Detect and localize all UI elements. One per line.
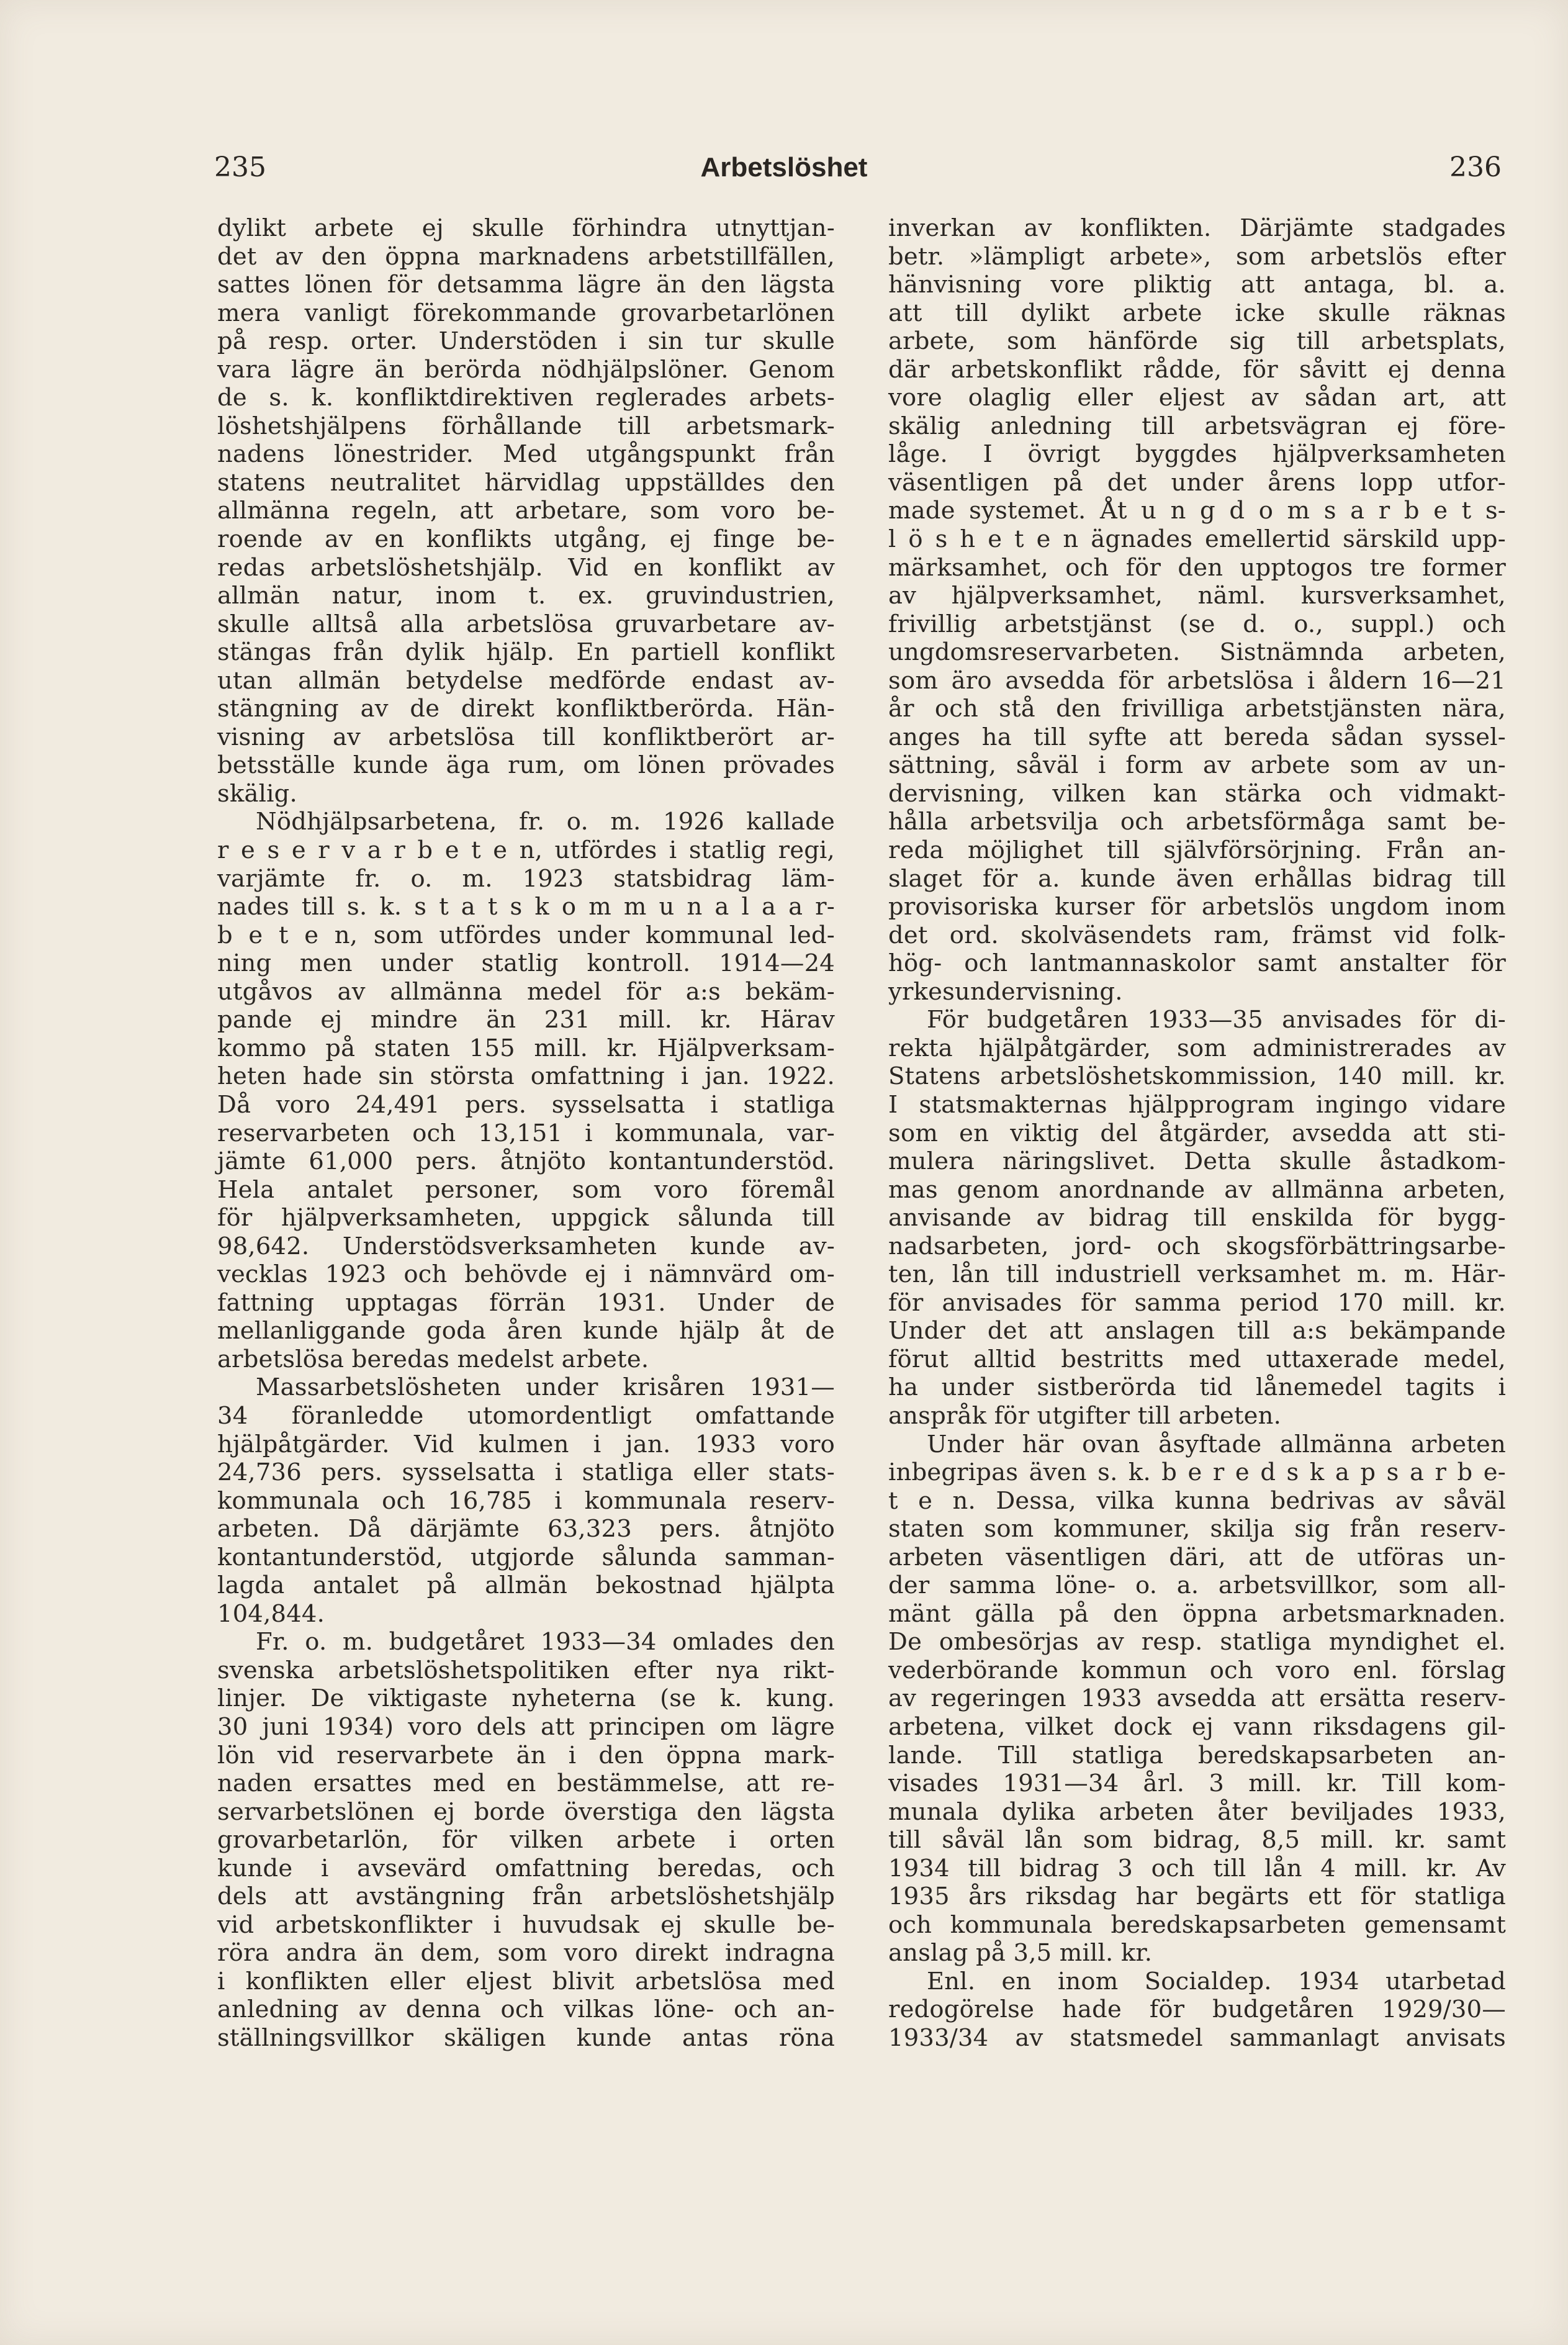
text-line: svenska arbetslöshetspolitiken efter nya rikt- <box>217 1656 835 1684</box>
text-line: mänt gälla på den öppna arbetsmarknaden. <box>888 1599 1506 1628</box>
text-line: väsentligen på det under årens lopp utfor- <box>888 468 1506 497</box>
text-line: 34 föranledde utomordentligt omfattande <box>217 1401 835 1430</box>
text-line: ning men under statlig kontroll. 1914—24 <box>217 949 835 978</box>
text-line: lön vid reservarbete än i den öppna mark- <box>217 1741 835 1769</box>
text-line: visning av arbetslösa till konfliktberört ar- <box>217 723 835 751</box>
text-line: arbete, som hänförde sig till arbetsplats, <box>888 327 1506 356</box>
text-line: inbegripas även s. k. b e r e d s k a p s a r b e- <box>888 1458 1506 1487</box>
text-line: I statsmakternas hjälpprogram ingingo vidare <box>888 1090 1506 1119</box>
text-line: hög- och lantmannaskolor samt anstalter för <box>888 949 1506 978</box>
text-line: ställningsvillkor skäligen kunde antas röna <box>217 2024 835 2052</box>
text-line: dels att avstängning från arbetslöshetshjälp <box>217 1882 835 1911</box>
text-line: rekta hjälpåtgärder, som administrerades av <box>888 1034 1506 1062</box>
text-line: för hjälpverksamheten, uppgick sålunda till <box>217 1204 835 1232</box>
text-line: som en viktig del åtgärder, avsedda att sti- <box>888 1119 1506 1147</box>
text-line: skälig anledning till arbetsvägran ej före- <box>888 412 1506 440</box>
text-line: lande. Till statliga beredskapsarbeten an- <box>888 1741 1506 1769</box>
text-line: hålla arbetsvilja och arbetsförmåga samt be- <box>888 808 1506 836</box>
text-line: till såväl lån som bidrag, 8,5 mill. kr. samt <box>888 1826 1506 1855</box>
text-line: jämte 61,000 pers. åtnjöto kontantunderstöd. <box>217 1147 835 1176</box>
text-line: Enl. en inom Socialdep. 1934 utarbetad <box>927 1967 1506 1995</box>
text-line: Då voro 24,491 pers. sysselsatta i statliga <box>217 1090 835 1119</box>
text-line: att till dylikt arbete icke skulle räknas <box>888 299 1506 327</box>
text-line: 24,736 pers. sysselsatta i statliga eller stats- <box>217 1458 835 1487</box>
text-line: löshetshjälpens förhållande till arbetsmark- <box>217 412 835 440</box>
text-line: mas genom anordnande av allmänna arbeten, <box>888 1175 1506 1204</box>
text-line: utan allmän betydelse medförde endast av- <box>217 666 835 695</box>
text-line: slaget för a. kunde även erhållas bidrag till <box>888 864 1506 893</box>
text-line: fattning upptagas förrän 1931. Under de <box>217 1288 835 1317</box>
text-line: kunde i avsevärd omfattning beredas, och <box>217 1854 835 1882</box>
text-line: allmänna regeln, att arbetare, som voro be- <box>217 497 835 525</box>
text-line: heten hade sin största omfattning i jan. 1922. <box>217 1062 835 1091</box>
text-line: stängas från dylik hjälp. En partiell konflikt <box>217 638 835 667</box>
text-line: För budgetåren 1933—35 anvisades för di- <box>927 1006 1506 1034</box>
text-line: i konflikten eller eljest blivit arbetslösa med <box>217 1967 835 1995</box>
text-line: nadsarbeten, jord- och skogsförbättringsarbe- <box>888 1232 1506 1260</box>
text-line: redas arbetslöshetshjälp. Vid en konflikt av <box>217 553 835 582</box>
text-line: kommo på staten 155 mill. kr. Hjälpverksam- <box>217 1034 835 1062</box>
text-line: dervisning, vilken kan stärka och vidmakt- <box>888 779 1506 808</box>
text-line: Statens arbetslöshetskommission, 140 mill. kr. <box>888 1062 1506 1091</box>
text-line: provisoriska kurser för arbetslös ungdom inom <box>888 893 1506 921</box>
text-line: vid arbetskonflikter i huvudsak ej skulle be- <box>217 1910 835 1939</box>
text-line: nadens lönestrider. Med utgångspunkt från <box>217 440 835 469</box>
text-line: 98,642. Understödsverksamheten kunde av- <box>217 1232 835 1260</box>
text-line: statens neutralitet härvidlag uppställdes den <box>217 468 835 497</box>
text-line: ten, lån till industriell verksamhet m. m. Här- <box>888 1260 1506 1289</box>
text-line: hänvisning vore pliktig att antaga, bl. a. <box>888 271 1506 299</box>
text-line: förut alltid bestritts med uttaxerade medel, <box>888 1345 1506 1373</box>
text-line: pande ej mindre än 231 mill. kr. Härav <box>217 1006 835 1034</box>
text-line: för anvisades för samma period 170 mill. kr. <box>888 1288 1506 1317</box>
text-line: Under här ovan åsyftade allmänna arbeten <box>927 1430 1506 1458</box>
text-line: ungdomsreservarbeten. Sistnämnda arbeten, <box>888 638 1506 667</box>
text-line: arbeten väsentligen däri, att de utföras un- <box>888 1543 1506 1571</box>
text-line: vecklas 1923 och behövde ej i nämnvärd om- <box>217 1260 835 1289</box>
text-line: servarbetslönen ej borde överstiga den lägsta <box>217 1797 835 1826</box>
text-line: hjälpåtgärder. Vid kulmen i jan. 1933 voro <box>217 1430 835 1458</box>
text-line: de s. k. konfliktdirektiven reglerades arbets- <box>217 384 835 412</box>
text-line: arbetena, vilket dock ej vann riksdagens gil- <box>888 1712 1506 1741</box>
text-line: märksamhet, och för den upptogos tre former <box>888 553 1506 582</box>
text-line: det ord. skolväsendets ram, främst vid folk- <box>888 921 1506 949</box>
text-line: mera vanligt förekommande grovarbetarlönen <box>217 299 835 327</box>
text-line: visades 1931—34 årl. 3 mill. kr. Till kom- <box>888 1769 1506 1798</box>
text-line: Hela antalet personer, som voro föremål <box>217 1175 835 1204</box>
text-line: anledning av denna och vilkas löne- och an- <box>217 1995 835 2024</box>
text-line: naden ersattes med en bestämmelse, att re- <box>217 1769 835 1798</box>
text-line: som äro avsedda för arbetslösa i åldern 16—21 <box>888 666 1506 695</box>
text-line: anvisande av bidrag till enskilda för bygg- <box>888 1204 1506 1232</box>
text-line: låge. I övrigt byggdes hjälpverksamheten <box>888 440 1506 469</box>
text-line: röra andra än dem, som voro direkt indragna <box>217 1939 835 1968</box>
text-line: av hjälpverksamhet, näml. kursverksamhet, <box>888 582 1506 610</box>
text-line: varjämte fr. o. m. 1923 statsbidrag läm- <box>217 864 835 893</box>
text-line: skälig. <box>217 779 297 808</box>
text-line: dylikt arbete ej skulle förhindra utnyttjan- <box>217 214 835 242</box>
text-line: arbetslösa beredas medelst arbete. <box>217 1345 649 1373</box>
text-line: anspråk för utgifter till arbeten. <box>888 1401 1282 1430</box>
right-text-column <box>888 214 1506 2053</box>
text-line: made systemet. Åt u n g d o m s a r b e t s- <box>888 497 1506 525</box>
text-line: nades till s. k. s t a t s k o m m u n a l a a r- <box>217 893 835 921</box>
text-line: munala dylika arbeten åter beviljades 1933, <box>888 1797 1506 1826</box>
text-line: reda möjlighet till självförsörjning. Från an- <box>888 836 1506 865</box>
text-line: staten som kommuner, skilja sig från reserv- <box>888 1515 1506 1543</box>
text-line: skulle alltså alla arbetslösa gruvarbetare av- <box>217 610 835 638</box>
running-title: Arbetslöshet <box>700 152 868 183</box>
text-line: lagda antalet på allmän bekostnad hjälpta <box>217 1571 835 1600</box>
text-line: De ombesörjas av resp. statliga myndighet el. <box>888 1628 1506 1656</box>
text-line: reservarbeten och 13,151 i kommunala, var- <box>217 1119 835 1147</box>
text-line: inverkan av konflikten. Därjämte stadgades <box>888 214 1506 242</box>
text-line: betr. »lämpligt arbete», som arbetslös efter <box>888 242 1506 271</box>
text-line: sättning, såväl i form av arbete som av un- <box>888 751 1506 780</box>
page-number-right: 236 <box>1449 151 1502 183</box>
text-line: mellanliggande goda åren kunde hjälp åt de <box>217 1317 835 1345</box>
text-line: Fr. o. m. budgetåret 1933—34 omlades den <box>256 1628 835 1656</box>
text-line: linjer. De viktigaste nyheterna (se k. kung. <box>217 1684 835 1713</box>
text-line: frivillig arbetstjänst (se d. o., suppl.) och <box>888 610 1506 638</box>
text-line: Massarbetslösheten under krisåren 1931— <box>256 1373 835 1402</box>
text-line: kommunala och 16,785 i kommunala reserv- <box>217 1486 835 1515</box>
text-line: vore olaglig eller eljest av sådan art, att <box>888 384 1506 412</box>
text-line: b e t e n, som utfördes under kommunal led- <box>217 921 835 949</box>
text-line: vederbörande kommun och voro enl. förslag <box>888 1656 1506 1684</box>
text-line: 30 juni 1934) voro dels att principen om lägre <box>217 1712 835 1741</box>
text-line: anslag på 3,5 mill. kr. <box>888 1939 1153 1968</box>
text-line: roende av en konflikts utgång, ej finge be- <box>217 525 835 554</box>
text-line: anges ha till syfte att bereda sådan syssel- <box>888 723 1506 751</box>
text-line: betsställe kunde äga rum, om lönen prövades <box>217 751 835 780</box>
text-line: och kommunala beredskapsarbeten gemensamt <box>888 1910 1506 1939</box>
text-line: 1935 års riksdag har begärts ett för statliga <box>888 1882 1506 1911</box>
text-line: redogörelse hade för budgetåren 1929/30— <box>888 1995 1506 2024</box>
text-line: på resp. orter. Understöden i sin tur skulle <box>217 327 835 356</box>
text-line: yrkesundervisning. <box>888 977 1123 1006</box>
text-line: grovarbetarlön, för vilken arbete i orten <box>217 1826 835 1855</box>
text-line: där arbetskonflikt rådde, för såvitt ej denna <box>888 355 1506 384</box>
text-line: 1934 till bidrag 3 och till lån 4 mill. kr. Av <box>888 1854 1506 1882</box>
text-line: sattes lönen för detsamma lägre än den lägsta <box>217 271 835 299</box>
text-line: kontantunderstöd, utgjorde sålunda samman- <box>217 1543 835 1571</box>
text-line: ha under sistberörda tid lånemedel tagits i <box>888 1373 1506 1402</box>
text-line: allmän natur, inom t. ex. gruvindustrien, <box>217 582 835 610</box>
text-line: arbeten. Då därjämte 63,323 pers. åtnjöto <box>217 1515 835 1543</box>
text-line: 104,844. <box>217 1599 325 1628</box>
text-line: mulera näringslivet. Detta skulle åstadkom- <box>888 1147 1506 1176</box>
text-line: der samma löne- o. a. arbetsvillkor, som all- <box>888 1571 1506 1600</box>
text-line: det av den öppna marknadens arbetstillfällen, <box>217 242 835 271</box>
text-line: stängning av de direkt konfliktberörda. Hän- <box>217 695 835 723</box>
text-line: t e n. Dessa, vilka kunna bedrivas av såväl <box>888 1486 1506 1515</box>
text-line: l ö s h e t e n ägnades emellertid särskild upp- <box>888 525 1506 554</box>
text-line: Under det att anslagen till a:s bekämpande <box>888 1317 1506 1345</box>
text-line: utgåvos av allmänna medel för a:s bekäm- <box>217 977 835 1006</box>
text-line: år och stå den frivilliga arbetstjänsten nära, <box>888 695 1506 723</box>
text-line: av regeringen 1933 avsedda att ersätta reserv- <box>888 1684 1506 1713</box>
text-line: r e s e r v a r b e t e n, utfördes i statlig regi, <box>217 836 835 865</box>
text-line: 1933/34 av statsmedel sammanlagt anvisats <box>888 2024 1506 2052</box>
text-line: vara lägre än berörda nödhjälpslöner. Genom <box>217 355 835 384</box>
page-number-left: 235 <box>214 151 266 183</box>
left-text-column <box>217 214 835 2053</box>
text-line: Nödhjälpsarbetena, fr. o. m. 1926 kallade <box>256 808 835 836</box>
